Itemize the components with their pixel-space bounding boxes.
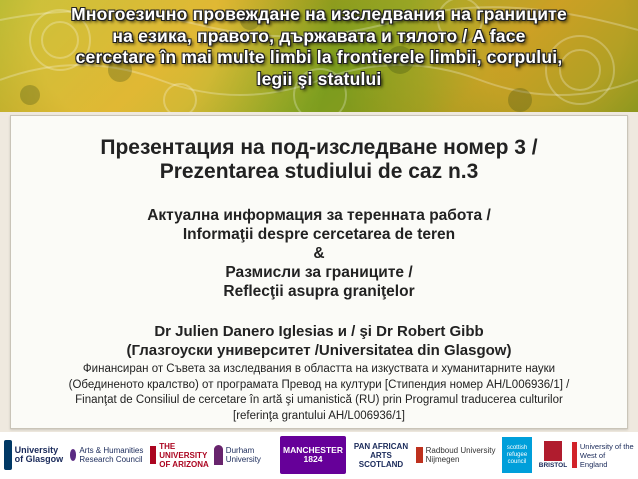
subtitle-line: Размисли за границите / xyxy=(225,264,413,281)
university-of-glasgow-logo: University of Glasgow xyxy=(4,436,66,474)
subtitle-line: Informaţii despre cercetarea de teren xyxy=(182,226,456,243)
funding-note xyxy=(11,362,627,424)
slide-content xyxy=(10,115,628,429)
pan-african-arts-scotland-logo: PAN AFRICAN ARTS SCOTLAND xyxy=(353,441,409,469)
funding-line: Finanţat de Consiliul de cercetare în artă şi umanistică (RU) prin Programul traducerea culturilor xyxy=(75,394,563,406)
durham-university-logo: Durham University xyxy=(214,436,274,474)
funding-line: [referinţa grantului AH/L006936/1] xyxy=(233,409,405,422)
university-of-bristol-logo: BRISTOL xyxy=(538,436,568,474)
authors xyxy=(11,322,627,360)
uwe-logo: University of the West of England xyxy=(572,436,634,474)
header-banner xyxy=(0,0,638,112)
partner-logos-bar xyxy=(0,432,638,479)
radboud-university-logo: Radboud University Nijmegen xyxy=(416,436,496,474)
presentation-title xyxy=(11,136,627,184)
subtitle-line: Актуална информация за теренната работа / xyxy=(147,207,491,224)
author-line: Dr Julien Danero Iglesias и / şi Dr Robert Gibb xyxy=(154,323,484,340)
banner-line: cercetare în mai multe limbi la frontierele limbii, corpului, xyxy=(75,47,563,67)
banner-line: Многоезично провеждане на изследвания на границите xyxy=(71,4,567,24)
banner-line: на езика, правото, държавата и тялото / A face xyxy=(112,25,526,46)
subtitle-line: Reflecţii asupra graniţelor xyxy=(223,283,415,300)
subtitle xyxy=(11,206,627,301)
subtitle-line: & xyxy=(313,245,325,262)
university-of-arizona-logo: THE UNIVERSITY OF ARIZONA xyxy=(150,436,212,474)
ahrc-logo: Arts & Humanities Research Council xyxy=(70,436,148,474)
funding-line: Финансиран от Съвета за изследвания в областта на изкуствата и хуманитарните науки xyxy=(82,363,556,375)
banner-title xyxy=(4,4,634,90)
banner-line: legii şi statului xyxy=(256,68,382,89)
scottish-refugee-council-logo: scottish refugee council xyxy=(500,436,534,474)
title-line: Презентация на под-изследване номер 3 / xyxy=(100,136,538,159)
author-line: (Глазгоуски университет /Universitatea din Glasgow) xyxy=(126,342,512,359)
title-line: Prezentarea studiului de caz n.3 xyxy=(159,160,479,183)
funding-line: (Обединеното кралство) от програмата Превод на култури [Стипендия номер AH/L006936/1] / xyxy=(68,378,570,391)
manchester-logo: MANCHESTER 1824 xyxy=(280,436,346,474)
